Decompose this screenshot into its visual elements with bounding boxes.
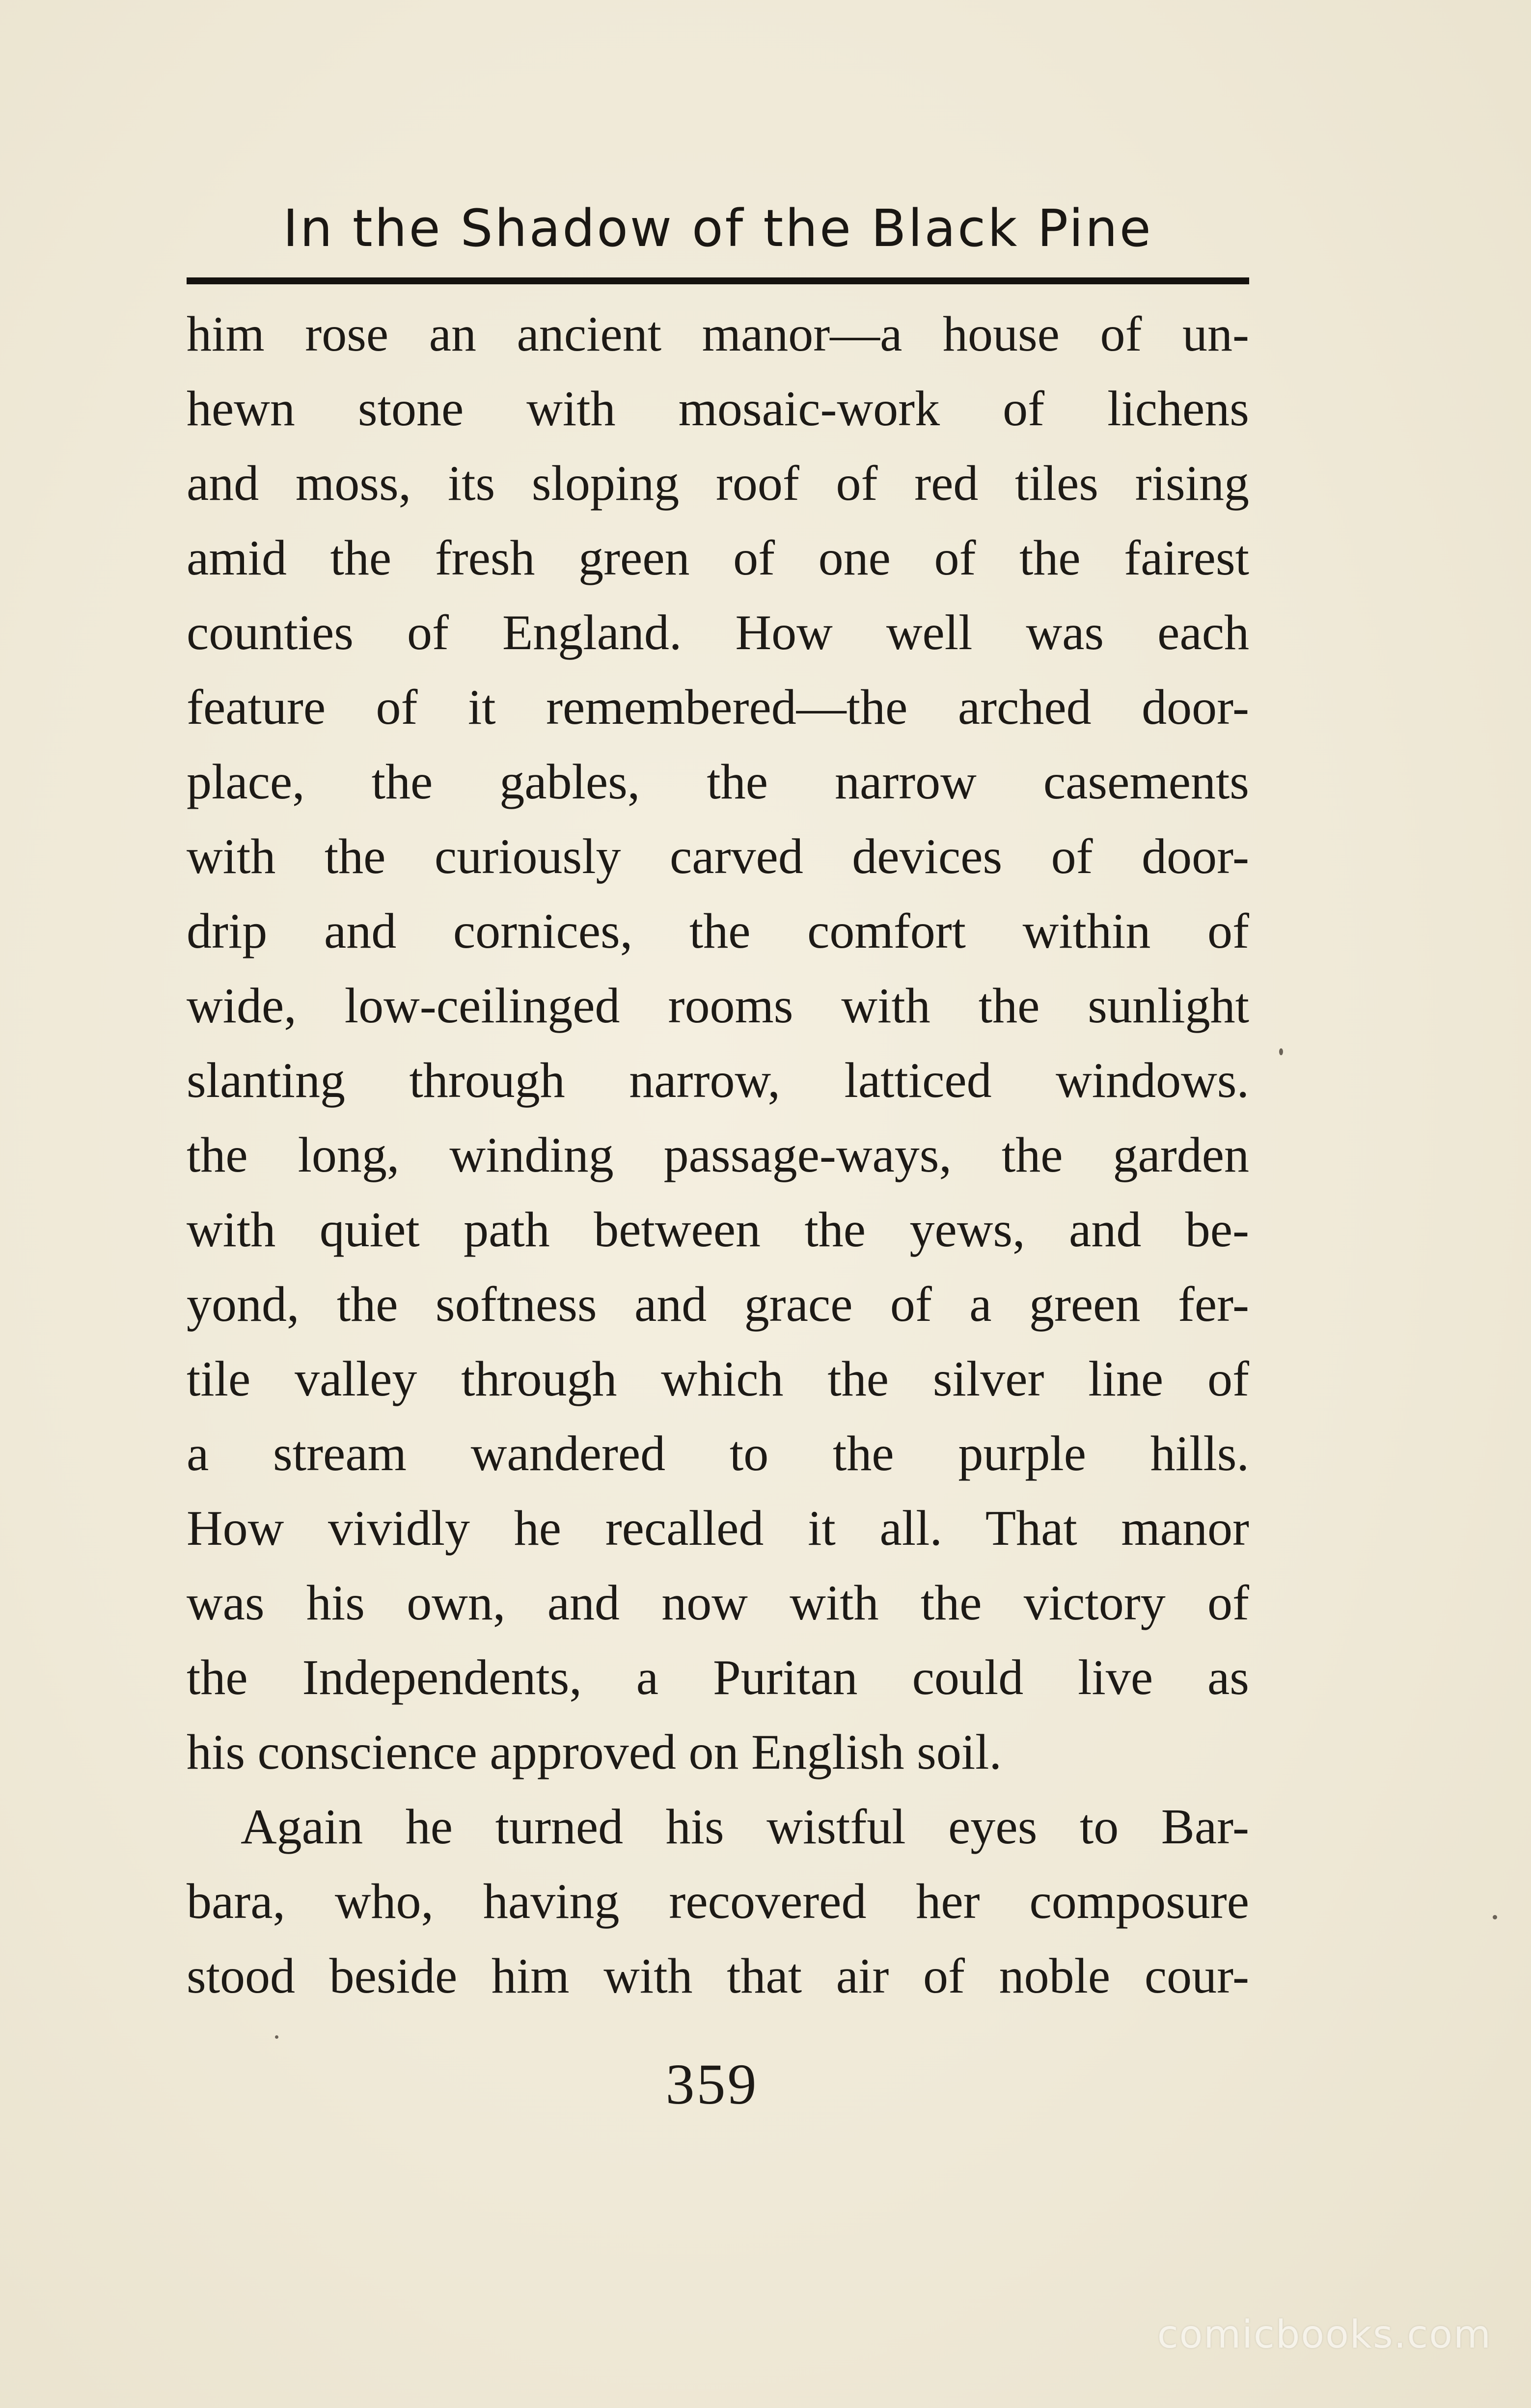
text-line: with quiet path between the yews, and be-	[187, 1202, 1249, 1258]
text-line: the Independents, a Puritan could live as	[187, 1650, 1249, 1705]
page-number: 359	[665, 2052, 759, 2116]
text-line: drip and cornices, the comfort within of	[187, 903, 1249, 959]
text-line: hewn stone with mosaic-work of lichens	[187, 381, 1249, 437]
header-rule	[187, 277, 1249, 284]
text-line: amid the fresh green of one of the fairest	[187, 530, 1249, 586]
body-text	[187, 297, 1249, 2014]
text-line: bara, who, having recovered her composure	[187, 1874, 1249, 1929]
text-line: wide, low-ceilinged rooms with the sunlight	[187, 978, 1249, 1034]
text-line: the long, winding passage-ways, the garden	[187, 1127, 1249, 1183]
running-head: In the Shadow of the Black Pine	[283, 198, 1153, 258]
text-line: counties of England. How well was each	[187, 605, 1249, 660]
text-line: How vividly he recalled it all. That manor	[187, 1501, 1249, 1556]
paper-speck	[1279, 1048, 1283, 1055]
text-line: and moss, its sloping roof of red tiles rising	[187, 456, 1249, 511]
text-line: his conscience approved on English soil.	[187, 1724, 1002, 1780]
text-line: yond, the softness and grace of a green fer-	[187, 1277, 1249, 1332]
text-line: place, the gables, the narrow casements	[187, 754, 1249, 810]
text-line: him rose an ancient manor—a house of un-	[187, 306, 1249, 362]
watermark: comicbooks.com	[1157, 2313, 1492, 2357]
text-line: a stream wandered to the purple hills.	[187, 1426, 1249, 1481]
text-line: feature of it remembered—the arched door-	[187, 680, 1249, 735]
text-line: was his own, and now with the victory of	[187, 1575, 1249, 1631]
text-line: stood beside him with that air of noble cour-	[187, 1948, 1249, 2004]
paper-speck	[275, 2035, 278, 2039]
text-line: slanting through narrow, latticed windows.	[187, 1053, 1249, 1108]
text-line: tile valley through which the silver line of	[187, 1351, 1249, 1407]
text-line: with the curiously carved devices of door-	[187, 829, 1249, 884]
paper-speck	[1493, 1915, 1497, 1919]
text-line: Again he turned his wistful eyes to Bar-	[241, 1799, 1249, 1855]
